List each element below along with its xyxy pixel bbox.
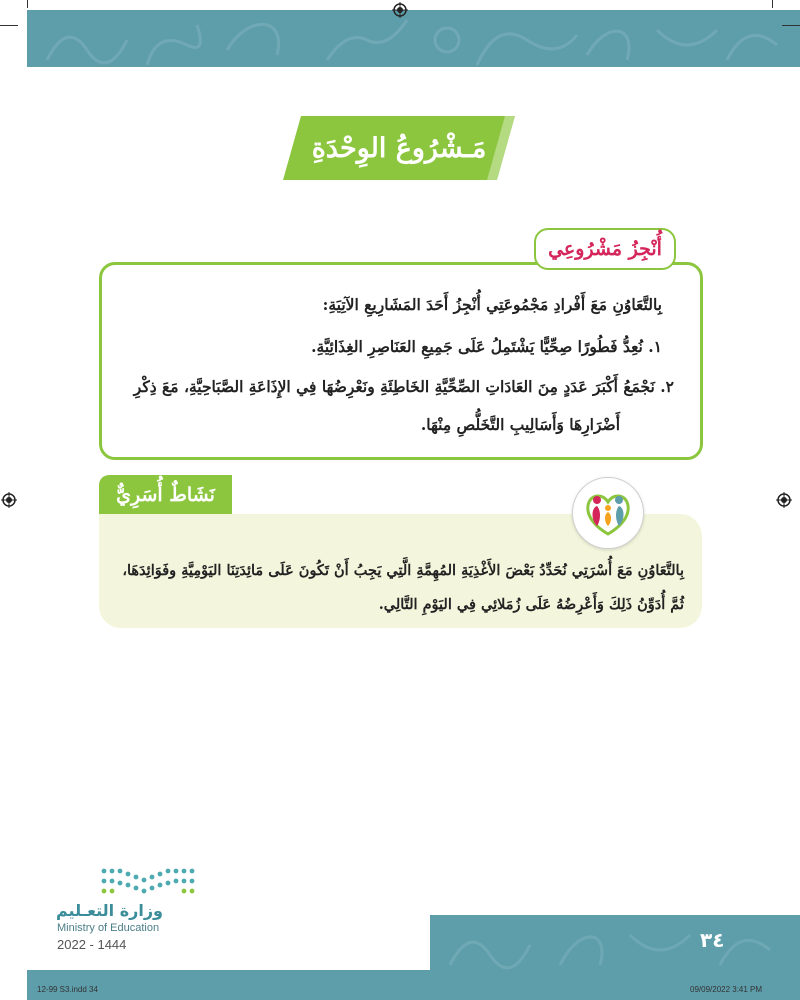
project-intro: بِالتَّعَاوُنِ مَعَ أَفْرادِ مَجْمُوعَتِي أُنْجِزُ أَحَدَ المَشَارِيعِ الآتِيَةِ: bbox=[322, 295, 662, 314]
slug-banner bbox=[27, 970, 800, 1000]
crop-mark bbox=[27, 0, 28, 8]
project-item-continued: أَضْرَارِهَا وَأَسَالِيبِ التَّخَلُّصِ مِنْهَا. bbox=[420, 415, 620, 434]
print-timestamp: 09/09/2022 3:41 PM bbox=[690, 985, 763, 994]
registration-mark-icon bbox=[776, 492, 792, 508]
family-activity-line: ثُمَّ أُدَوِّنُ ذَلِكَ وَأَعْرِضُهُ عَلَى زُمَلائِي فِي اليَوْمِ التَّالِي. bbox=[378, 596, 684, 613]
edition-year: 2022 - 1444 bbox=[57, 937, 127, 952]
project-item: ١. نُعِدُّ فَطُورًا صِحِّيًّا يَشْتَمِلُ عَلَى جَمِيعِ العَنَاصِرِ الغِذَائِيَّةِ. bbox=[311, 337, 662, 356]
calligraphy-pattern bbox=[27, 10, 800, 67]
page-number: ٣٤ bbox=[700, 928, 725, 952]
crop-mark bbox=[782, 25, 800, 26]
project-tab-label: أُنْجِزُ مَشْرُوعِي bbox=[534, 228, 676, 270]
family-icon bbox=[572, 477, 644, 549]
file-slug: 12-99 S3.indd 34 bbox=[37, 985, 98, 994]
project-box bbox=[99, 262, 703, 460]
ministry-name-arabic: وزارة التعـليم bbox=[56, 901, 163, 920]
page-title: مَـشْرُوعُ الوِحْدَةِ bbox=[311, 132, 487, 164]
top-banner bbox=[27, 10, 800, 67]
crop-mark bbox=[772, 0, 773, 8]
registration-mark-icon bbox=[392, 2, 408, 18]
family-activity-line: بِالتَّعَاوُنِ مَعَ أُسْرَتِي نُحَدِّدُ بَعْضَ الأَغْذِيَةِ المُهِمَّةِ الَّتِي يَجِبُ أَنْ تَكُونَ عَلَى مَائِدَتِنَا اليَوْمِيَّةِ وفَوَائِدَهَا، bbox=[122, 562, 684, 579]
project-item: ٢. نَجْمَعُ أَكْبَرَ عَدَدٍ مِنَ العَادَاتِ الصِّحِّيَّةِ الخَاطِئَةِ ونَعْرِضُهَا فِي الإِذَاعَةِ الصَّبَاحِيَّةِ، مَعَ ذِكْرِ bbox=[133, 377, 674, 396]
page-title-banner bbox=[283, 116, 515, 180]
registration-mark-icon bbox=[1, 492, 17, 508]
ministry-name-english: Ministry of Education bbox=[57, 922, 160, 934]
crop-mark bbox=[0, 25, 18, 26]
bottom-banner bbox=[430, 915, 800, 970]
family-activity-tab: نَشَاطٌ أُسَرِيٌّ bbox=[99, 475, 232, 515]
ministry-logo-icon bbox=[100, 865, 195, 897]
